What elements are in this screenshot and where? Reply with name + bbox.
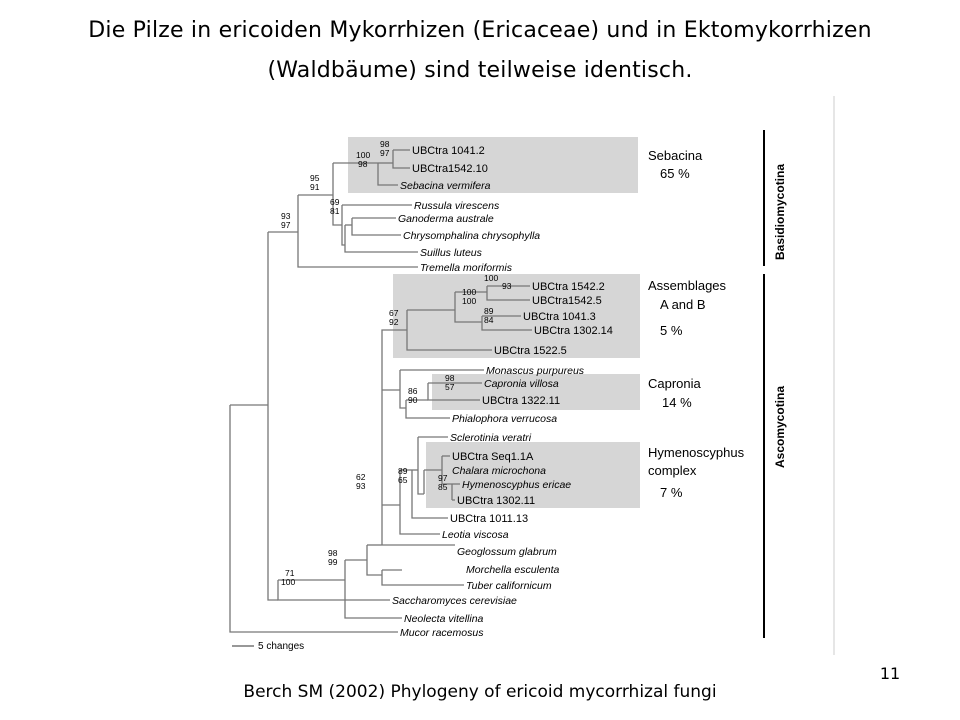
taxon-label: Tremella moriformis: [420, 262, 512, 274]
bootstrap-value: 90: [408, 395, 418, 405]
group-label: complex: [648, 463, 697, 478]
taxon-label: UBCtra 1302.11: [457, 495, 536, 507]
bootstrap-value: 100: [281, 577, 296, 587]
taxon-label: UBCtra 1542.2: [532, 281, 605, 293]
taxon-label: Tuber californicum: [466, 580, 552, 592]
taxon-label: UBCtra 1041.2: [412, 145, 485, 157]
taxon-label: UBCtra 1322.11: [482, 395, 561, 407]
group-percent: 7 %: [660, 485, 683, 500]
taxon-label: UBCtra1542.10: [412, 163, 488, 175]
group-label: A and B: [660, 297, 706, 312]
bootstrap-value: 100: [484, 273, 499, 283]
slide-title-line-1: Die Pilze in ericoiden Mykorrhizen (Ericaceae) und in Ektomykorrhizen: [88, 18, 872, 43]
bootstrap-value: 99: [328, 557, 338, 567]
slide-title-line-2: (Waldbäume) sind teilweise identisch.: [267, 58, 693, 83]
group-percent: 14 %: [662, 395, 692, 410]
bootstrap-value: 95: [310, 173, 320, 183]
taxon-label: Hymenoscyphus ericae: [462, 479, 572, 491]
bootstrap-value: 57: [445, 382, 455, 392]
taxon-label: Phialophora verrucosa: [452, 413, 558, 425]
group-label: Assemblages: [648, 278, 727, 293]
bootstrap-value: 62: [356, 472, 366, 482]
bootstrap-value: 98: [445, 373, 455, 383]
taxon-label: Leotia viscosa: [442, 529, 509, 541]
scale-label: 5 changes: [258, 641, 305, 652]
bootstrap-value: 93: [281, 211, 291, 221]
bootstrap-value: 89: [398, 466, 408, 476]
taxon-label: Ganoderma australe: [398, 213, 494, 225]
bootstrap-value: 97: [438, 473, 448, 483]
group-percent: 65 %: [660, 166, 690, 181]
taxon-label: UBCtra 1302.14: [534, 325, 613, 337]
bootstrap-value: 91: [310, 182, 320, 192]
bootstrap-value: 69: [330, 197, 340, 207]
page-number: 11: [879, 664, 901, 683]
bootstrap-value: 97: [380, 148, 390, 158]
bootstrap-value: 98: [328, 548, 338, 558]
taxon-label: UBCtra Seq1.1A: [452, 451, 534, 463]
bootstrap-value: 89: [484, 306, 494, 316]
bootstrap-value: 97: [281, 220, 291, 230]
taxon-label: Geoglossum glabrum: [457, 546, 557, 558]
bootstrap-value: 86: [408, 386, 418, 396]
bootstrap-value: 81: [330, 206, 340, 216]
taxon-label: Mucor racemosus: [400, 627, 484, 639]
bootstrap-value: 98: [358, 159, 368, 169]
citation: Berch SM (2002) Phylogeny of ericoid mycorrhizal fungi: [243, 682, 717, 702]
group-percent: 5 %: [660, 323, 683, 338]
taxon-label: Chalara microchona: [452, 465, 546, 477]
taxon-label: Neolecta vitellina: [404, 613, 484, 625]
bootstrap-value: 100: [462, 296, 477, 306]
taxon-label: Sclerotinia veratri: [450, 432, 532, 444]
taxon-label: UBCtra1542.5: [532, 295, 602, 307]
bootstrap-value: 98: [380, 139, 390, 149]
bootstrap-value: 93: [356, 481, 366, 491]
taxon-label: Saccharomyces cerevisiae: [392, 595, 517, 607]
taxon-label: UBCtra 1522.5: [494, 345, 567, 357]
group-label: Capronia: [648, 376, 701, 391]
bootstrap-value: 92: [389, 317, 399, 327]
taxon-label: Russula virescens: [414, 200, 500, 212]
bootstrap-value: 67: [389, 308, 399, 318]
bootstrap-value: 100: [356, 150, 371, 160]
bootstrap-value: 85: [438, 482, 448, 492]
clade-label-asco: Ascomycotina: [773, 385, 787, 468]
group-label: Hymenoscyphus: [648, 445, 745, 460]
bootstrap-value: 93: [502, 281, 512, 291]
group-label: Sebacina: [648, 148, 703, 163]
bootstrap-value: 84: [484, 315, 494, 325]
bootstrap-value: 71: [285, 568, 295, 578]
bootstrap-value: 100: [462, 287, 477, 297]
clade-label-basidio: Basidiomycotina: [773, 163, 787, 260]
taxon-label: Suillus luteus: [420, 247, 482, 259]
taxon-label: Chrysomphalina chrysophylla: [403, 230, 541, 242]
taxon-label: UBCtra 1011.13: [450, 513, 529, 525]
taxon-label: UBCtra 1041.3: [523, 311, 596, 323]
taxon-label: Sebacina vermifera: [400, 180, 491, 192]
taxon-label: Capronia villosa: [484, 378, 559, 390]
taxon-label: Monascus purpureus: [486, 365, 585, 377]
bootstrap-value: 65: [398, 475, 408, 485]
taxon-label: Morchella esculenta: [466, 564, 560, 576]
